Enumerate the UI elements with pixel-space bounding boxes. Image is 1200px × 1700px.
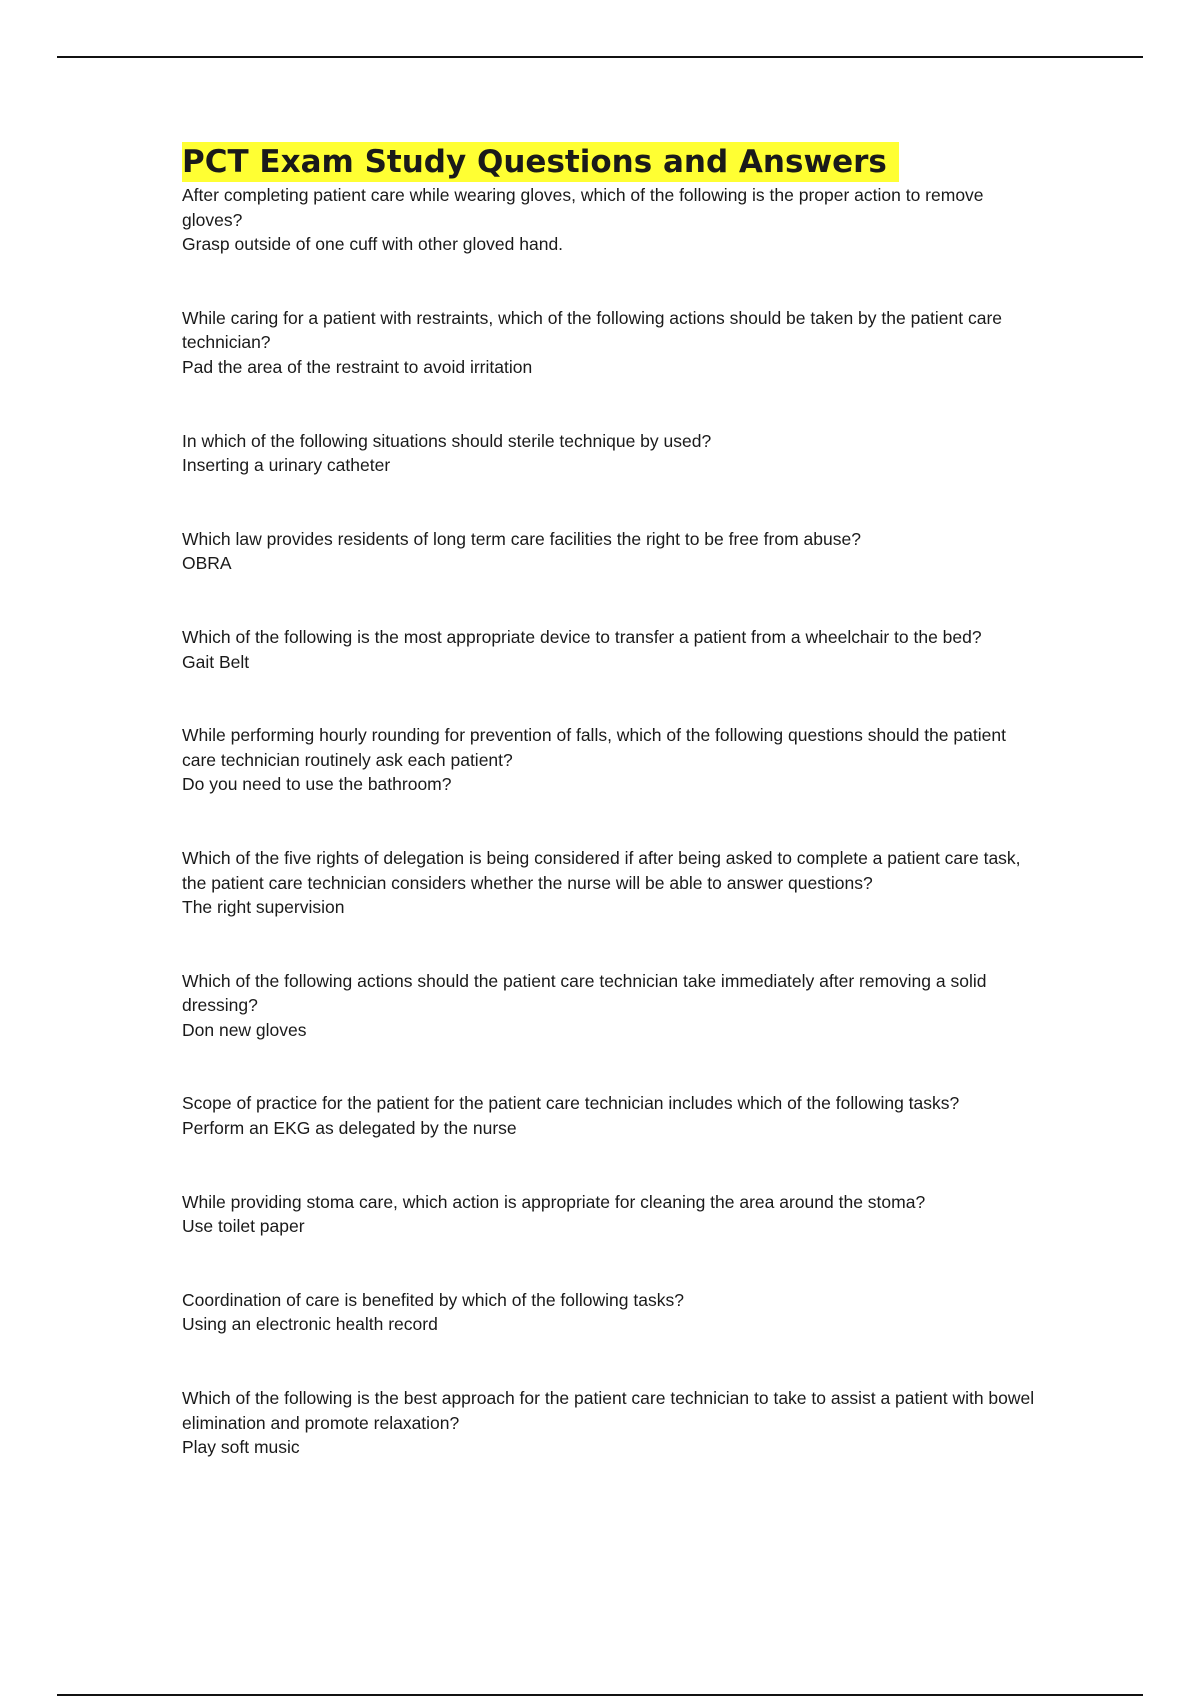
question-text: Which law provides residents of long term care facilities the right to be free from abuse? [182, 528, 861, 549]
qa-item [182, 1386, 1042, 1460]
document-title: PCT Exam Study Questions and Answers [182, 142, 899, 182]
answer-text: Pad the area of the restraint to avoid irritation [182, 356, 533, 377]
qa-item [182, 969, 1042, 1043]
answer-text: Gait Belt [182, 651, 250, 672]
qa-item [182, 183, 1042, 257]
question-text: Which of the following is the most appropriate device to transfer a patient from a wheelchair to the bed? [182, 626, 982, 647]
question-text: While providing stoma care, which action is appropriate for cleaning the area around the stoma? [182, 1191, 926, 1212]
qa-item [182, 306, 1042, 380]
question-text: Which of the following is the best approach for the patient care technician to take to assist a patient with bowel elimination and promote relaxation? [182, 1388, 1035, 1433]
answer-text: Grasp outside of one cuff with other gloved hand. [182, 234, 564, 255]
answer-text: OBRA [182, 553, 232, 574]
qa-item [182, 723, 1042, 797]
question-text: Which of the five rights of delegation is being considered if after being asked to complete a patient care task, the patient care technician considers whether the nurse will be able to answer questions? [182, 847, 1021, 893]
answer-text: The right supervision [182, 897, 345, 918]
question-text: While caring for a patient with restraints, which of the following actions should be taken by the patient care technician? [182, 307, 1003, 353]
answer-text: Don new gloves [182, 1019, 307, 1040]
answer-text: Use toilet paper [182, 1216, 305, 1237]
qa-item [182, 429, 1042, 478]
document-body [182, 142, 1042, 1460]
qa-item [182, 625, 1042, 674]
question-text: Which of the following actions should the patient care technician take immediately after removing a solid dressing? [182, 970, 987, 1016]
question-text: In which of the following situations should sterile technique by used? [182, 430, 712, 451]
answer-text: Inserting a urinary catheter [182, 455, 391, 476]
answer-text: Play soft music [182, 1437, 300, 1458]
question-text: Scope of practice for the patient for the patient care technician includes which of the following tasks? [182, 1093, 960, 1114]
qa-item [182, 1288, 1042, 1337]
answer-text: Perform an EKG as delegated by the nurse [182, 1118, 517, 1139]
answer-text: Using an electronic health record [182, 1314, 438, 1335]
qa-list [182, 183, 1042, 1460]
footer-rule [57, 1694, 1143, 1696]
answer-text: Do you need to use the bathroom? [182, 774, 452, 795]
qa-item [182, 846, 1042, 920]
qa-item [182, 527, 1042, 576]
qa-item [182, 1190, 1042, 1239]
qa-item [182, 1091, 1042, 1140]
header-rule [57, 56, 1143, 58]
question-text: Coordination of care is benefited by which of the following tasks? [182, 1289, 684, 1310]
question-text: While performing hourly rounding for prevention of falls, which of the following questions should the patient care technician routinely ask each patient? [182, 725, 1006, 770]
question-text: After completing patient care while wearing gloves, which of the following is the proper action to remove gloves? [182, 185, 984, 230]
